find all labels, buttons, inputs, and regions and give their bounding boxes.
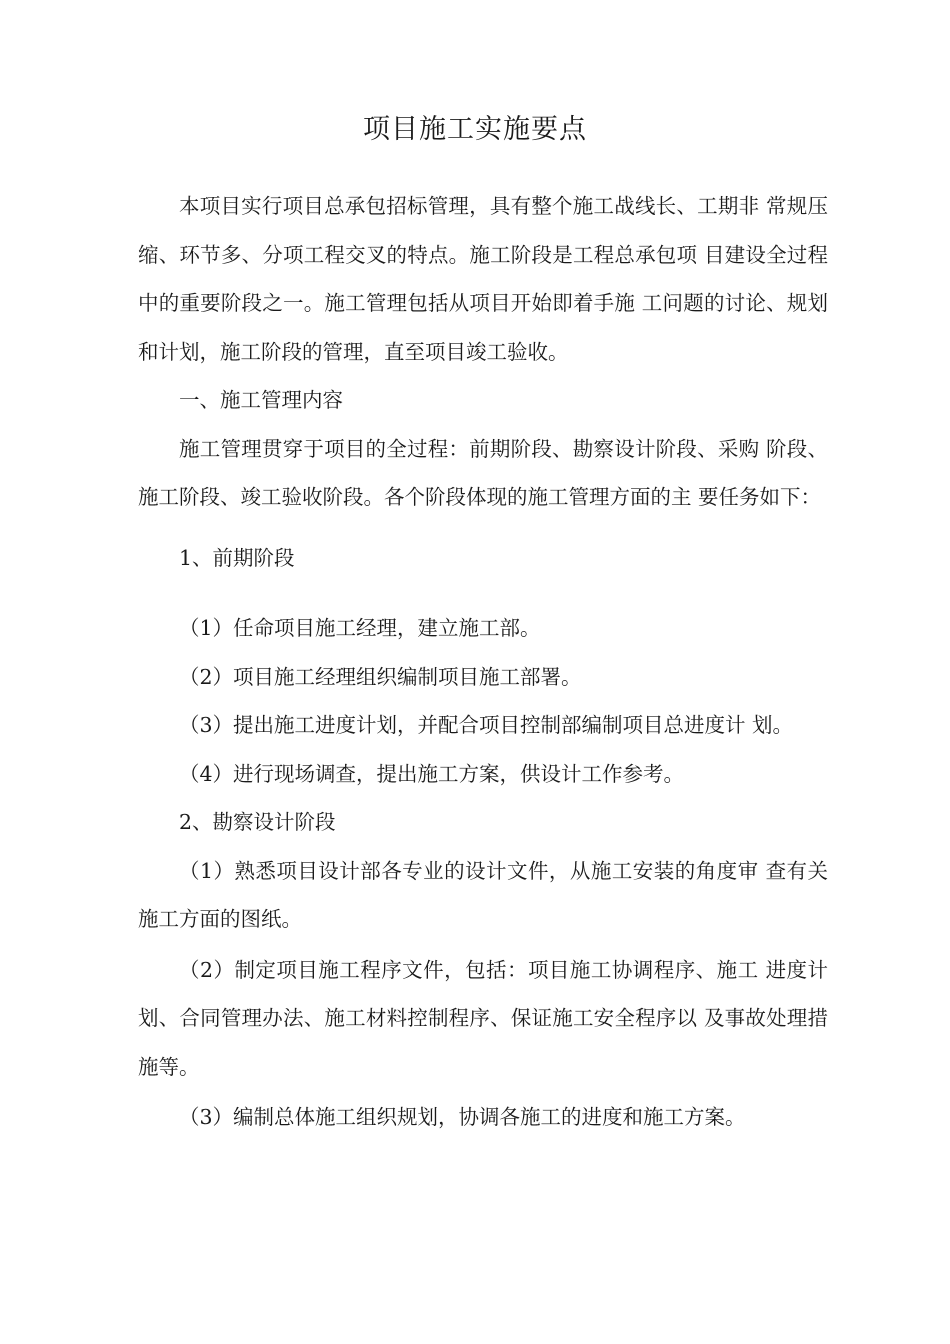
subsection-heading-1: 1、前期阶段 [179,545,295,570]
list-item: （2）项目施工经理组织编制项目施工部署。 [179,664,582,689]
list-item: （1）任命项目施工经理，建立施工部。 [179,616,541,640]
list-item: （2）制定项目施工程序文件，包括：项目施工协调程序、施工 进度计划、合同管理办法、施工材料控制程序、保证施工安全程序以 及事故处理措施等。 [138,957,828,1079]
list-item: （1）熟悉项目设计部各专业的设计文件，从施工安装的角度审 查有关施工方面的图纸。 [138,858,828,931]
paragraph-intro: 本项目实行项目总承包招标管理，具有整个施工战线长、工期非 常规压缩、环节多、分项工程交叉的特点。施工阶段是工程总承包项 目建设全过程中的重要阶段之一。施工管理包括从项目开始即着手施 工问题的讨论、规划和计划，施工阶段的管理，直至项目竣工验收。 [138,194,828,364]
document-body [138,182,828,1142]
document-title: 项目施工实施要点 [363,114,587,145]
list-item: （4）进行现场调查，提出施工方案，供设计工作参考。 [179,761,685,786]
list-item: （3）提出施工进度计划，并配合项目控制部编制项目总进度计 划。 [179,713,794,737]
section-heading-1: 一、施工管理内容 [179,388,343,412]
paragraph-overview: 施工管理贯穿于项目的全过程：前期阶段、勘察设计阶段、采购 阶段、施工阶段、竣工验收阶段。各个阶段体现的施工管理方面的主 要任务如下： [138,436,828,509]
subsection-heading-2: 2、勘察设计阶段 [179,810,336,834]
list-item: （3）编制总体施工组织规划，协调各施工的进度和施工方案。 [179,1105,746,1129]
